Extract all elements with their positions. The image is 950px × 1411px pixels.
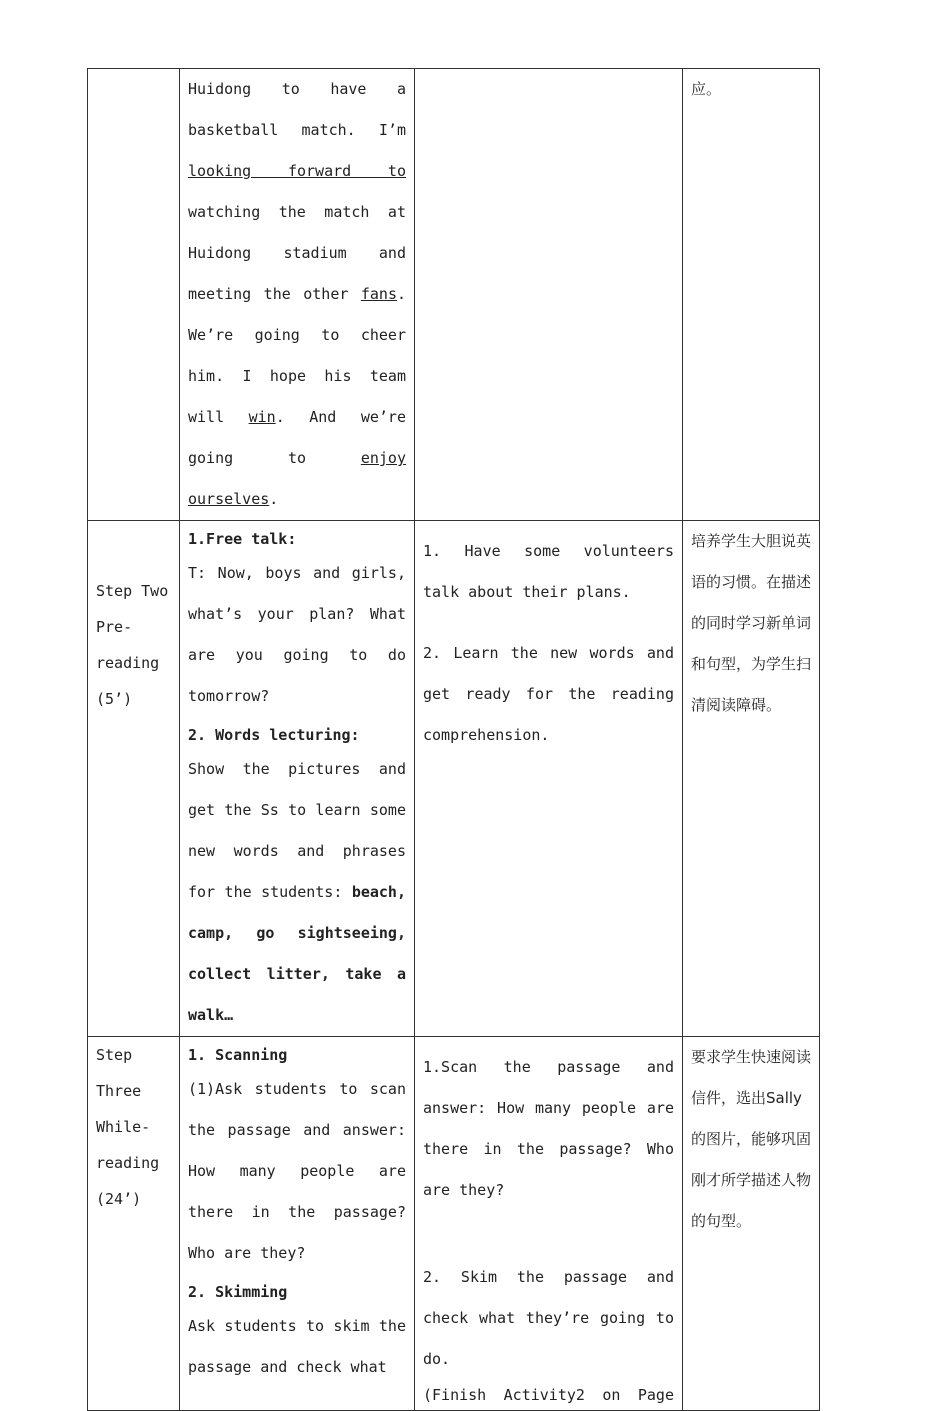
lesson-plan-table: [87, 68, 820, 1411]
step-label: Pre-: [96, 618, 133, 636]
step-cell: [88, 1037, 180, 1411]
teacher-activity-cell: [180, 521, 415, 1037]
section-heading: 2. Words lecturing:: [188, 726, 360, 744]
activity-text: (1)Ask students to scan the passage and answer: How many people are there in the passage? Who are they?: [188, 1080, 406, 1262]
section-heading: 2. Skimming: [188, 1283, 288, 1301]
step-cell: [88, 69, 180, 521]
underlined-phrase: enjoy ourselves: [188, 449, 406, 508]
activity-text: T: Now, boys and girls, what’s your plan? What are you going to do tomorrow?: [188, 564, 406, 705]
student-activity-cell: [415, 69, 683, 521]
step-label: reading: [96, 654, 160, 672]
step-label: Three: [96, 1082, 142, 1100]
table-row-step-two: [88, 521, 820, 1037]
plan-paragraph: Huidong to have a basketball match. I’m looking forward to watching the match at Huidong stadium and meeting the other fans. We’re going to cheer him. I hope his team will win. And we’re going to enjoy ourselves.: [188, 80, 407, 508]
student-activity-cell: [415, 521, 683, 1037]
section-heading: 1. Scanning: [188, 1046, 288, 1064]
section-heading: 1.Free talk:: [188, 530, 297, 548]
step-label: Step: [96, 1046, 133, 1064]
activity-text: Show the pictures and get the Ss to learn some new words and phrases for the students: beach, camp, go sightseeing, collect litter, take a walk…: [188, 760, 406, 1024]
step-time: (24’): [96, 1190, 142, 1208]
student-activity-cell: [415, 1037, 683, 1411]
underlined-word: fans: [360, 285, 397, 303]
step-label: While-: [96, 1118, 151, 1136]
student-task: (Finish Activity2 on Page: [423, 1386, 674, 1404]
teacher-activity-cell: [180, 1037, 415, 1411]
activity-text: Ask students to skim the passage and check what: [188, 1317, 406, 1376]
purpose-cell: 要求学生快速阅读信件，选出Sally的图片，能够巩固刚才所学描述人物的句型。: [683, 1037, 820, 1411]
student-task: 1.Scan the passage and answer: How many people are there in the passage? Who are they?: [423, 1058, 674, 1199]
purpose-cell: 应。: [683, 69, 820, 521]
vocabulary-list: beach, camp, go sightseeing, collect litter, take a walk…: [188, 883, 406, 1024]
teacher-activity-cell: [180, 69, 415, 521]
table-row-continuation: [88, 69, 820, 521]
underlined-word: win: [248, 408, 276, 426]
purpose-cell: 培养学生大胆说英语的习惯。在描述的同时学习新单词和句型，为学生扫清阅读障碍。: [683, 521, 820, 1037]
step-label: Step Two: [96, 582, 169, 600]
table-row-step-three: [88, 1037, 820, 1411]
student-task: 2. Learn the new words and get ready for the reading comprehension.: [423, 644, 674, 744]
step-cell: [88, 521, 180, 1037]
student-task: 1. Have some volunteers talk about their plans.: [423, 542, 674, 601]
step-time: (5’): [96, 690, 133, 708]
underlined-phrase: looking forward to: [188, 162, 406, 180]
step-label: reading: [96, 1154, 160, 1172]
student-task: 2. Skim the passage and check what they’re going to do.: [423, 1268, 674, 1368]
